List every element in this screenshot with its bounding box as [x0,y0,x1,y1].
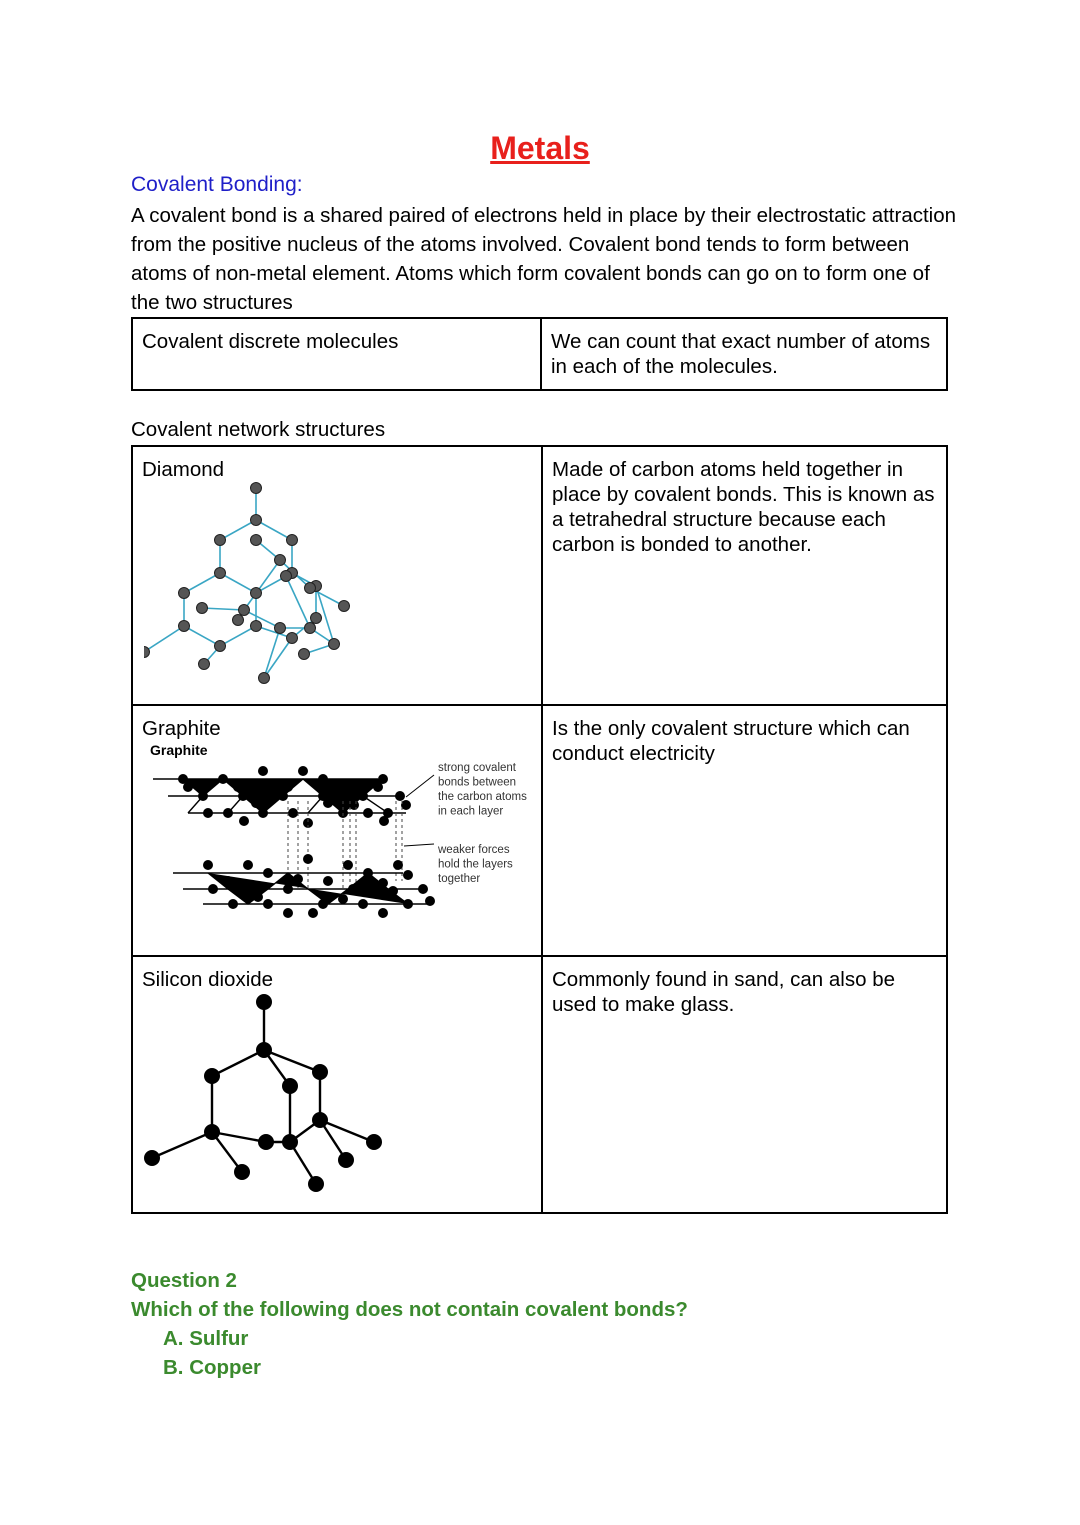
answer-option-a: A. Sulfur [163,1327,249,1350]
graphite-weak-forces-label: weaker forces hold the layers together [438,844,513,885]
network-structures-label: Covalent network structures [131,418,386,441]
diamond-description-cell: Made of carbon atoms held together in place by covalent bonds. This is known as a tetrahedral structure because each carbon is bonded to another. [542,446,947,705]
table-row [132,446,947,705]
silicon-dioxide-cell [132,956,542,1213]
silicon-dioxide-label: Silicon dioxide [142,968,274,991]
discrete-label-cell: Covalent discrete molecules [132,318,541,390]
graphite-strong-bonds-label: strong covalent bonds between the carbon atoms in each layer [438,762,527,818]
graphite-figure-title: Graphite [150,742,208,758]
answer-option-b: B. Copper [163,1356,261,1379]
question-block [131,1266,688,1382]
graphite-label-pointers [404,775,434,846]
discrete-description-cell: We can count that exact number of atoms in each of the molecules. [541,318,947,390]
table-row [132,956,947,1213]
discrete-molecules-table [131,317,948,391]
table-row [132,705,947,956]
intro-paragraph: A covalent bond is a shared paired of electrons held in place by their electrostatic attraction from the positive nucleus of the atoms involved. Covalent bond tends to form between atoms of non-metal element. Atoms which form covalent bonds can go on to form one of the two structures [131,204,957,314]
silicon-dioxide-description-cell: Commonly found in sand, can also be used to make glass. [542,956,947,1213]
diamond-label: Diamond [142,458,225,481]
page-title: Metals [490,130,590,166]
silicon-dioxide-structure-diagram [142,992,402,1192]
network-structures-table [131,445,948,1214]
graphite-structure-diagram [138,741,530,936]
graphite-top-atoms [178,766,411,828]
question-text: Which of the following does not contain covalent bonds? [131,1298,688,1321]
graphite-label: Graphite [142,717,221,740]
table-row [132,318,947,390]
graphite-cell [132,705,542,956]
diamond-cell [132,446,542,705]
section-heading: Covalent Bonding: [131,173,303,196]
graphite-description-cell: Is the only covalent structure which can conduct electricity [542,705,947,956]
diamond-structure-diagram [144,478,384,688]
question-number: Question 2 [131,1269,237,1292]
diamond-atoms [144,483,350,684]
